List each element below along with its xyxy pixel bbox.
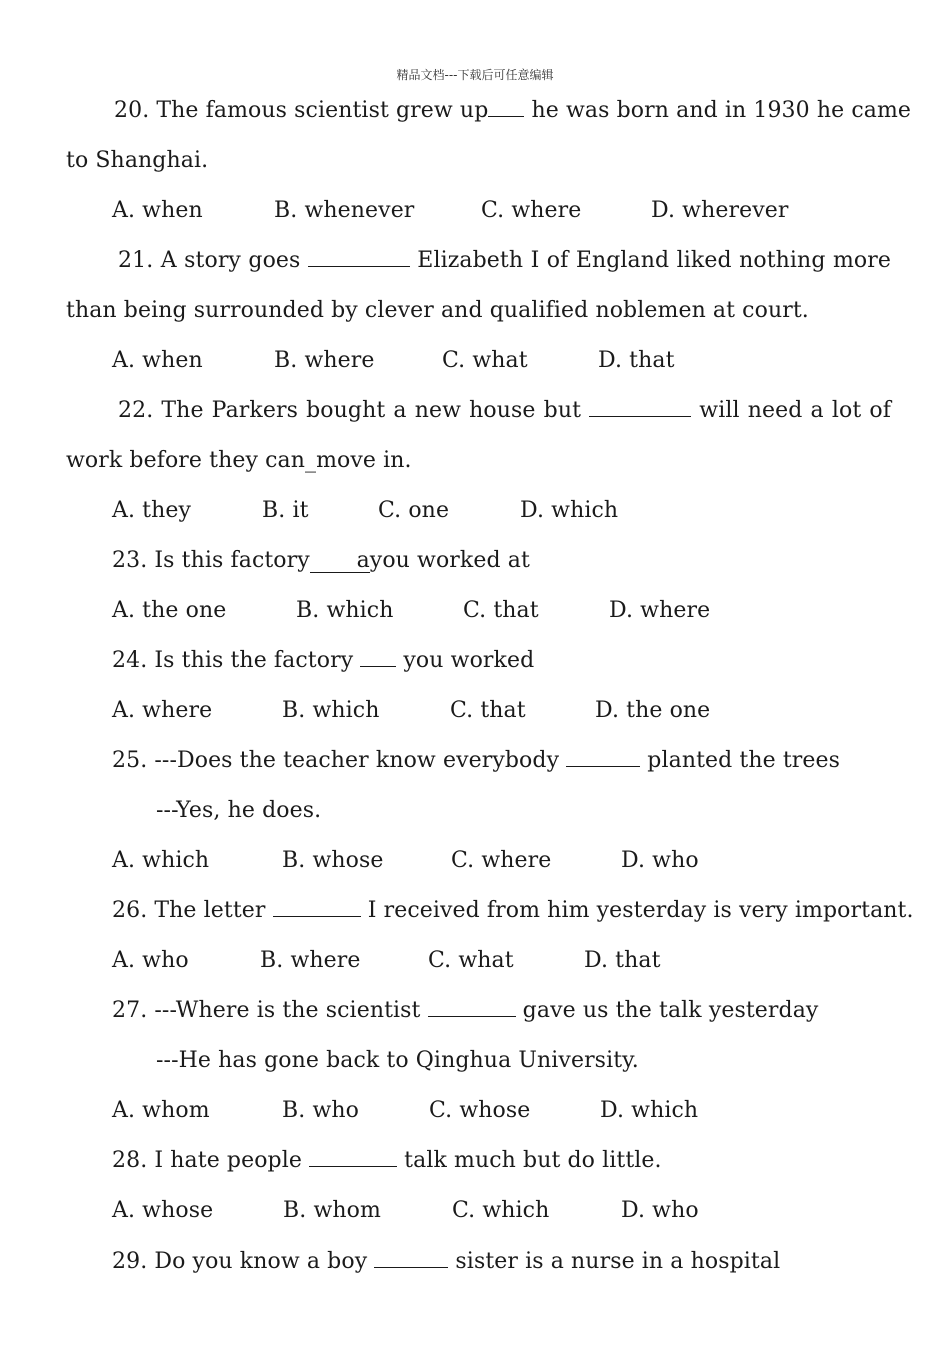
option-d: D. which [600,1098,699,1123]
question-27-line-1 [112,996,818,1026]
question-24-text-b: you worked [396,648,535,673]
option-a: A. whom [112,1098,210,1123]
question-29-text-b: sister is a nurse in a hospital [448,1249,781,1274]
option-a: A. when [112,198,203,223]
question-25-line-1 [112,746,840,776]
option-a: A. who [112,948,189,973]
option-b: B. whose [282,848,384,873]
question-29-text-a: 29. Do you know a boy [112,1249,375,1274]
question-24-options [0,696,950,726]
question-26-text-a: 26. The letter [112,898,273,923]
option-c: C. what [442,348,528,373]
option-d: D. who [621,848,699,873]
question-23-text-a: 23. Is this factory [112,548,310,573]
question-22-text-b: will need a lot of [691,398,891,423]
question-20-line-1 [114,96,911,126]
question-20-text-b: he was born and in 1930 he came [524,98,912,123]
option-c: C. that [463,598,539,623]
question-21-line-1 [118,246,891,276]
question-28-line-1 [112,1146,662,1176]
question-23-line-1 [112,546,530,576]
option-d: D. that [598,348,675,373]
answer-blank [589,396,691,417]
answer-blank [428,996,516,1017]
option-d: D. which [520,498,619,523]
question-28-options [0,1196,950,1226]
option-d: D. that [584,948,661,973]
question-25-line-2: ---Yes, he does. [156,798,322,823]
question-29-line-1 [112,1247,780,1277]
question-26-text-b: I received from him yesterday is very important. [360,898,914,923]
answer-blank [310,546,370,573]
question-24-text-a: 24. Is this the factory [112,648,361,673]
question-27-options [0,1096,950,1126]
option-c: C. where [481,198,582,223]
option-a: A. they [112,498,192,523]
option-b: B. who [282,1098,359,1123]
option-a: A. where [112,698,213,723]
answer-blank [488,96,524,117]
option-b: B. whom [283,1198,381,1223]
question-20-options [0,196,950,226]
question-26-options [0,946,950,976]
option-b: B. where [260,948,361,973]
option-c: C. which [452,1198,550,1223]
question-20-line-2: to Shanghai. [66,148,209,173]
question-27-line-2: ---He has gone back to Qinghua University. [156,1048,639,1073]
question-25-text-b: planted the trees [640,748,841,773]
answer-blank [308,246,410,267]
answer-blank [566,746,640,767]
question-27-text-a: 27. ---Where is the scientist [112,998,428,1023]
question-21-options [0,346,950,376]
option-b: B. which [296,598,394,623]
question-23-text-b: you worked at [369,548,530,573]
option-c: C. what [428,948,514,973]
option-c: C. where [451,848,552,873]
option-d: D. where [609,598,711,623]
option-c: C. that [450,698,526,723]
question-25-options [0,846,950,876]
question-27-text-b: gave us the talk yesterday [515,998,819,1023]
blank-text: a [356,548,370,573]
question-23-options [0,596,950,626]
question-26-line-1 [112,896,914,926]
option-d: D. who [621,1198,699,1223]
option-a: A. which [112,848,210,873]
question-21-text-b: Elizabeth I of England liked nothing more [409,248,891,273]
option-a: A. whose [112,1198,214,1223]
question-22-text-a: 22. The Parkers bought a new house but [118,398,590,423]
question-21-line-2: than being surrounded by clever and qualified noblemen at court. [66,298,809,323]
question-22-line-2: work before they can_move in. [66,448,412,473]
question-25-text-a: 25. ---Does the teacher know everybody [112,748,567,773]
option-a: A. when [112,348,203,373]
page-header: 精品文档---下载后可任意编辑 [396,68,554,82]
answer-blank [374,1247,448,1268]
answer-blank [360,646,396,667]
answer-blank [309,1146,397,1167]
answer-blank [273,896,361,917]
option-b: B. where [274,348,375,373]
option-b: B. which [282,698,380,723]
option-c: C. whose [429,1098,531,1123]
question-22-line-1 [118,396,891,426]
option-b: B. whenever [274,198,415,223]
option-a: A. the one [112,598,227,623]
question-28-text-b: talk much but do little. [397,1148,662,1173]
question-21-text-a: 21. A story goes [118,248,308,273]
question-22-options [0,496,950,526]
option-d: D. the one [595,698,711,723]
question-28-text-a: 28. I hate people [112,1148,310,1173]
question-24-line-1 [112,646,534,676]
question-20-text-a: 20. The famous scientist grew up [114,98,489,123]
option-d: D. wherever [651,198,789,223]
option-c: C. one [378,498,450,523]
option-b: B. it [262,498,309,523]
